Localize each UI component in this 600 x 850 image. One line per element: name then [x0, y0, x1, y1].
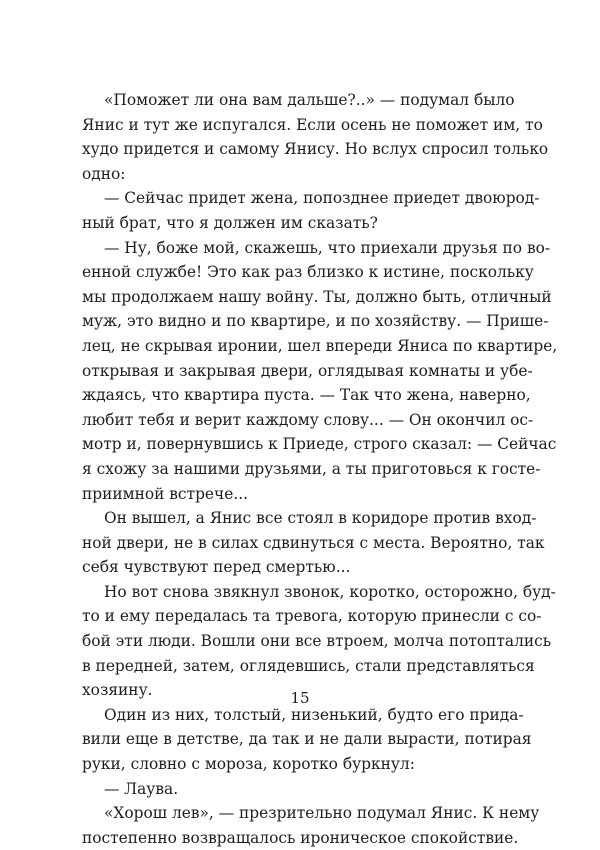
- text-line: руки, словно с мороза, коротко буркнул:: [82, 755, 415, 774]
- text-line: хозяину.: [82, 681, 153, 700]
- text-line: мотр и, повернувшись к Приеде, строго сказал: — Сейчас: [82, 435, 557, 454]
- text-line: бой эти люди. Вошли они все втроем, молча потоптались: [82, 632, 552, 651]
- text-line: — Ну, боже мой, скажешь, что приехали друзья по во-: [104, 238, 551, 257]
- text-line: любит тебя и верит каждому слову... — Он окончил ос-: [82, 410, 534, 429]
- text-line: худо придется и самому Янису. Но вслух спросил только: [82, 140, 549, 159]
- text-line: постепенно возвращалось ироническое спокойствие.: [82, 828, 519, 847]
- text-line: лец, не скрывая иронии, шел впереди Яниса по квартире,: [82, 336, 558, 355]
- text-line: «Хорош лев», — презрительно подумал Янис. К нему: [104, 804, 540, 823]
- text-line: ный брат, что я должен им сказать?: [82, 213, 378, 232]
- text-line: я схожу за нашими друзьями, а ты приготовься к госте-: [82, 459, 541, 478]
- text-line: «Поможет ли она вам дальше?..» — подумал было: [104, 91, 515, 109]
- text-line: мы продолжаем нашу войну. Ты, должно быть, отличный: [82, 287, 552, 306]
- body-text: [82, 88, 558, 850]
- text-line: ждаясь, что квартира пуста. — Так что жена, наверно,: [82, 386, 531, 405]
- text-line: себя чувствуют перед смертью...: [82, 558, 351, 577]
- text-line: то и ему передалась та тревога, которую принесли с со-: [82, 607, 542, 626]
- text-line: муж, это видно и по квартире, и по хозяйству. — Прише-: [82, 312, 549, 331]
- text-line: ной двери, не в силах сдвинуться с места. Вероятно, так: [82, 533, 545, 552]
- text-line: енной службе! Это как раз близко к истине, поскольку: [82, 263, 534, 282]
- text-line: приимной встрече...: [82, 484, 248, 503]
- text-line: Один из них, толстый, низенький, будто его прида-: [104, 705, 524, 724]
- text-line: — Сейчас придет жена, попозднее приедет двоюрод-: [104, 189, 540, 208]
- page-number: 15: [290, 689, 310, 707]
- text-line: — Лаува.: [104, 779, 179, 798]
- text-line: вили еще в детстве, да так и не дали вырасти, потирая: [82, 730, 532, 749]
- text-line: Он вышел, а Янис все стоял в коридоре против вход-: [104, 509, 537, 528]
- text-line: Но вот снова звякнул звонок, коротко, осторожно, буд-: [104, 582, 556, 601]
- text-line: открывая и закрывая двери, оглядывая комнаты и убе-: [82, 361, 533, 380]
- text-line: в передней, затем, оглядевшись, стали представляться: [82, 656, 535, 675]
- text-line: одно:: [82, 164, 126, 183]
- text-line: Янис и тут же испугался. Если осень не поможет им, то: [82, 115, 543, 134]
